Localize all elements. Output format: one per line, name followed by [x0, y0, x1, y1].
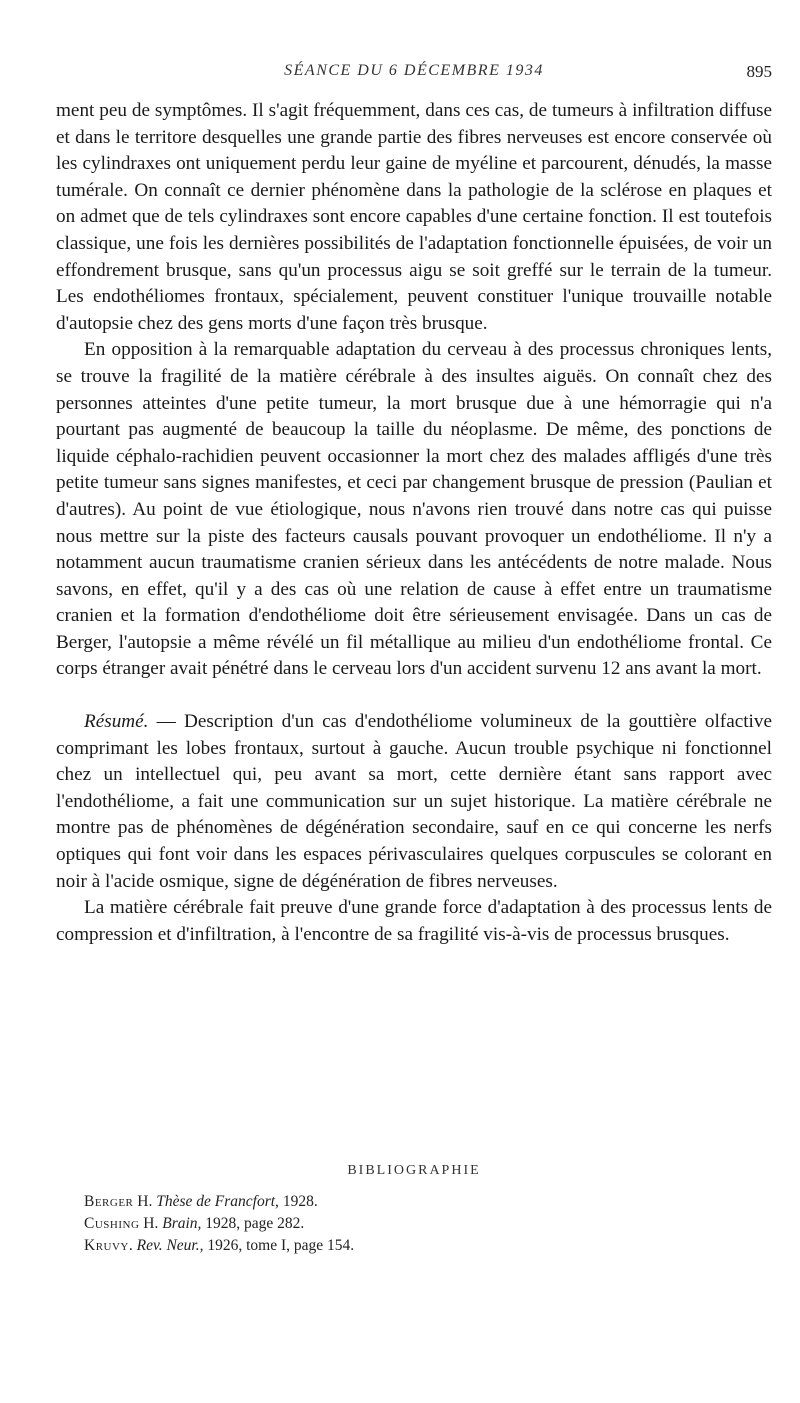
resume-paragraph [56, 709, 772, 895]
resume-text: — Description d'un cas d'endothéliome volumineux de la gouttière olfactive comprimant les lobes frontaux, surtout à gauche. Aucun trouble psychique ni fonctionnel chez un intellectuel qui, peu avant sa mort, cette dernière étant sans rapport avec l'endothéliome, a fait une communication sur un sujet historique. La matière cérébrale ne montre pas de phénomènes de dégénération secondaire, sauf en ce qui concerne les nerfs optiques qui font voir dans les espaces périvasculaires quelques corpuscules se colorant en noir à l'acide osmique, signe de dégénération de fibres nerveuses. [56, 711, 772, 892]
running-head [56, 62, 772, 86]
entry-rest: 1926, tome I, page 154. [203, 1237, 355, 1254]
entry-initial: H. [133, 1193, 157, 1210]
entry-work: Brain, [162, 1215, 202, 1232]
entry-author: Berger [84, 1193, 134, 1210]
resume-conclusion: La matière cérébrale fait preuve d'une grande force d'adaptation à des processus lents de compression et d'infiltration, à l'encontre de sa fragilité vis-à-vis de processus brusques. [56, 897, 772, 945]
bibliography-entry [84, 1213, 764, 1235]
bibliography-entry [84, 1235, 764, 1257]
running-head-title: SÉANCE DU 6 DÉCEMBRE 1934 [284, 62, 544, 79]
entry-work: Rev. Neur., [136, 1237, 204, 1254]
entry-rest: 1928. [278, 1193, 318, 1210]
bibliography-list [84, 1191, 764, 1257]
entry-initial: H. [139, 1215, 163, 1232]
entry-author: Kruvy [84, 1237, 129, 1254]
bibliography-title: BIBLIOGRAPHIE [347, 1163, 481, 1178]
entry-initial: . [128, 1237, 137, 1254]
paragraph-continuation: ment peu de symptômes. Il s'agit fréquemment, dans ces cas, de tumeurs à infiltration diffuse et dans le territore desquelles une grande partie des fibres nerveuses est encore conservée où les cylindraxes ont uniquement perdu leur gaine de myéline et parcourent, dénudés, la masse tumérale. On connaît ce dernier phénomène dans la pathologie de la sclérose en plaques et on admet que de tels cylindraxes sont encore capables d'une certaine fonction. Il est toutefois classique, une fois les dernières possibilités de l'adaptation fonctionnelle épuisées, de voir un effondrement brusque, sans qu'un processus aigu se soit greffé sur le terrain de la tumeur. Les endothéliomes frontaux, spécialement, peuvent constituer l'unique trouvaille notable d'autopsie chez des gens morts d'une façon très brusque. [56, 100, 772, 334]
paragraph-opposition: En opposition à la remarquable adaptation du cerveau à des processus chroniques lents, se trouve la fragilité de la matière cérébrale à des insultes aiguës. On connaît chez des personnes atteintes d'une petite tumeur, la mort brusque due à une hémorragie qui n'a pourtant pas augmenté de beaucoup la taille du néoplasme. De même, des ponctions de liquide céphalo-rachidien peuvent occasionner la mort chez des malades affligés d'une très petite tumeur sans signes manifestes, et ceci par changement brusque de pression (Paulian et d'autres). Au point de vue étiologique, nous n'avons rien trouvé dans notre cas qui puisse nous mettre sur la piste des facteurs causals pouvant provoquer un endothéliome. Il n'y a notamment aucun traumatisme cranien sérieux dans les antécédents de notre malade. Nous savons, en effet, qu'il y a des cas où une relation de cause à effet entre un traumatisme cranien et la formation d'endothéliome doit être sérieusement envisagée. Dans un cas de Berger, l'autopsie a même révélé un fil métallique au milieu d'un endothéliome frontal. Ce corps étranger avait pénétré dans le cerveau lors d'un accident survenu 12 ans avant la mort. [56, 339, 772, 680]
page-number: 895 [746, 62, 772, 81]
entry-author: Cushing [84, 1215, 140, 1232]
article-body [56, 98, 772, 948]
entry-work: Thèse de Francfort, [156, 1193, 279, 1210]
bibliography-entry [84, 1191, 764, 1213]
entry-rest: 1928, page 282. [201, 1215, 305, 1232]
resume-label: Résumé. [84, 711, 149, 733]
